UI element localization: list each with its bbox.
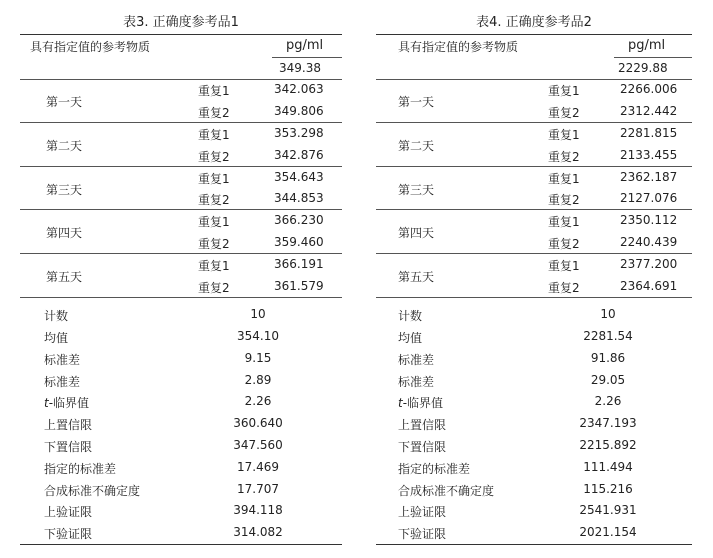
row-rule bbox=[20, 297, 342, 298]
stat-label: 指定的标准差 bbox=[44, 462, 117, 476]
header-rule bbox=[20, 79, 342, 80]
stat-value: 2215.892 bbox=[579, 438, 637, 452]
stat-label: 合成标准不确定度 bbox=[44, 484, 141, 498]
rep-label: 重复1 bbox=[548, 172, 580, 186]
stat-label: 下置信限 bbox=[44, 440, 93, 454]
day-label: 第一天 bbox=[398, 95, 435, 109]
top-rule bbox=[20, 34, 342, 35]
stat-label: 上验证限 bbox=[398, 505, 447, 519]
unit-label: pg/ml bbox=[628, 38, 666, 53]
rep-label: 重复2 bbox=[198, 106, 230, 120]
rep-label: 重复2 bbox=[198, 193, 230, 207]
day-label: 第三天 bbox=[398, 183, 435, 197]
stat-label: 均值 bbox=[398, 331, 423, 345]
stat-label: 均值 bbox=[44, 331, 69, 345]
rep-value: 349.806 bbox=[274, 104, 324, 118]
day-label: 第四天 bbox=[46, 226, 83, 240]
table-title: 表3. 正确度参考品1 bbox=[123, 15, 239, 30]
stat-value: 360.640 bbox=[233, 416, 283, 430]
stat-label: 标准差 bbox=[398, 353, 435, 367]
rep-label: 重复2 bbox=[198, 150, 230, 164]
rep-value: 2364.691 bbox=[620, 279, 678, 293]
assigned-value: 349.38 bbox=[279, 61, 321, 75]
rep-value: 2377.200 bbox=[620, 257, 678, 271]
rep-label: 重复1 bbox=[548, 84, 580, 98]
stat-value: 2.89 bbox=[244, 373, 272, 387]
stat-label: 指定的标准差 bbox=[398, 462, 471, 476]
stat-label: 标准差 bbox=[398, 375, 435, 389]
stat-label: 下验证限 bbox=[44, 527, 93, 541]
stat-value: 2.26 bbox=[244, 394, 272, 408]
header-rule bbox=[376, 79, 692, 80]
rep-value: 361.579 bbox=[274, 279, 324, 293]
rep-value: 353.298 bbox=[274, 126, 324, 140]
rep-label: 重复1 bbox=[548, 128, 580, 142]
row-rule bbox=[20, 253, 342, 254]
stat-label: 上验证限 bbox=[44, 505, 93, 519]
stat-value: 91.86 bbox=[590, 351, 626, 365]
rep-label: 重复2 bbox=[548, 237, 580, 251]
row-rule bbox=[20, 122, 342, 123]
day-label: 第二天 bbox=[46, 139, 83, 153]
row-rule bbox=[376, 122, 692, 123]
stat-label-rest: -临界值 bbox=[402, 396, 444, 410]
stat-label: 上置信限 bbox=[398, 418, 447, 432]
stat-label: 标准差 bbox=[44, 375, 81, 389]
unit-rule bbox=[614, 57, 692, 58]
stat-label: 上置信限 bbox=[44, 418, 93, 432]
rep-value: 2350.112 bbox=[620, 213, 678, 227]
stat-value: 354.10 bbox=[237, 329, 279, 343]
stat-value: 115.216 bbox=[583, 482, 633, 496]
stat-value: 10 bbox=[250, 307, 266, 321]
rep-label: 重复1 bbox=[548, 215, 580, 229]
stat-value: 9.15 bbox=[244, 351, 272, 365]
rep-value: 2281.815 bbox=[620, 126, 678, 140]
rep-value: 359.460 bbox=[274, 235, 324, 249]
assigned-value: 2229.88 bbox=[618, 61, 668, 75]
day-label: 第五天 bbox=[398, 270, 435, 284]
stat-label: 标准差 bbox=[44, 353, 81, 367]
stat-value: 314.082 bbox=[233, 525, 283, 539]
top-rule bbox=[376, 34, 692, 35]
stat-value: 2.26 bbox=[594, 394, 622, 408]
rep-value: 366.230 bbox=[274, 213, 324, 227]
row-rule bbox=[376, 209, 692, 210]
stat-value: 394.118 bbox=[233, 503, 283, 517]
stat-value: 2281.54 bbox=[583, 329, 633, 343]
header-label: 具有指定值的参考物质 bbox=[398, 40, 519, 54]
stat-label-italic: t bbox=[398, 396, 403, 410]
stat-value: 17.469 bbox=[237, 460, 279, 474]
stat-label: 计数 bbox=[398, 309, 423, 323]
stat-label-t-critical bbox=[44, 394, 89, 411]
stat-value: 29.05 bbox=[590, 373, 626, 387]
row-rule bbox=[20, 209, 342, 210]
rep-label: 重复2 bbox=[198, 281, 230, 295]
day-label: 第三天 bbox=[46, 183, 83, 197]
row-rule bbox=[376, 297, 692, 298]
rep-label: 重复1 bbox=[198, 259, 230, 273]
rep-label: 重复1 bbox=[198, 172, 230, 186]
stat-label: 计数 bbox=[44, 309, 69, 323]
rep-label: 重复2 bbox=[548, 281, 580, 295]
rep-value: 2312.442 bbox=[620, 104, 678, 118]
rep-label: 重复1 bbox=[198, 215, 230, 229]
row-rule bbox=[376, 166, 692, 167]
stat-label-t-critical bbox=[398, 394, 443, 411]
bottom-rule bbox=[20, 544, 342, 545]
rep-label: 重复1 bbox=[198, 128, 230, 142]
rep-label: 重复2 bbox=[548, 150, 580, 164]
rep-value: 344.853 bbox=[274, 191, 324, 205]
day-label: 第一天 bbox=[46, 95, 83, 109]
stat-label: 下置信限 bbox=[398, 440, 447, 454]
rep-label: 重复2 bbox=[548, 193, 580, 207]
rep-label: 重复2 bbox=[548, 106, 580, 120]
rep-label: 重复2 bbox=[198, 237, 230, 251]
day-label: 第二天 bbox=[398, 139, 435, 153]
day-label: 第四天 bbox=[398, 226, 435, 240]
stat-value: 2021.154 bbox=[579, 525, 637, 539]
rep-label: 重复1 bbox=[198, 84, 230, 98]
unit-rule bbox=[272, 57, 342, 58]
stat-value: 111.494 bbox=[583, 460, 633, 474]
rep-value: 2362.187 bbox=[620, 170, 678, 184]
rep-value: 2240.439 bbox=[620, 235, 678, 249]
unit-label: pg/ml bbox=[286, 38, 324, 53]
table-title: 表4. 正确度参考品2 bbox=[476, 15, 592, 30]
table-3 bbox=[20, 0, 342, 558]
rep-value: 366.191 bbox=[274, 257, 324, 271]
stat-label: 合成标准不确定度 bbox=[398, 484, 495, 498]
bottom-rule bbox=[376, 544, 692, 545]
stat-value: 2347.193 bbox=[579, 416, 637, 430]
row-rule bbox=[376, 253, 692, 254]
rep-value: 2133.455 bbox=[620, 148, 678, 162]
stat-label-italic: t bbox=[44, 396, 49, 410]
rep-value: 2127.076 bbox=[620, 191, 678, 205]
rep-label: 重复1 bbox=[548, 259, 580, 273]
rep-value: 342.876 bbox=[274, 148, 324, 162]
row-rule bbox=[20, 166, 342, 167]
stat-value: 17.707 bbox=[237, 482, 279, 496]
stat-label: 下验证限 bbox=[398, 527, 447, 541]
day-label: 第五天 bbox=[46, 270, 83, 284]
header-label: 具有指定值的参考物质 bbox=[30, 40, 151, 54]
stat-value: 347.560 bbox=[233, 438, 283, 452]
table-4 bbox=[376, 0, 692, 558]
stat-label-rest: -临界值 bbox=[48, 396, 90, 410]
stat-value: 10 bbox=[600, 307, 616, 321]
rep-value: 2266.006 bbox=[620, 82, 678, 96]
rep-value: 342.063 bbox=[274, 82, 324, 96]
stat-value: 2541.931 bbox=[579, 503, 637, 517]
rep-value: 354.643 bbox=[274, 170, 324, 184]
